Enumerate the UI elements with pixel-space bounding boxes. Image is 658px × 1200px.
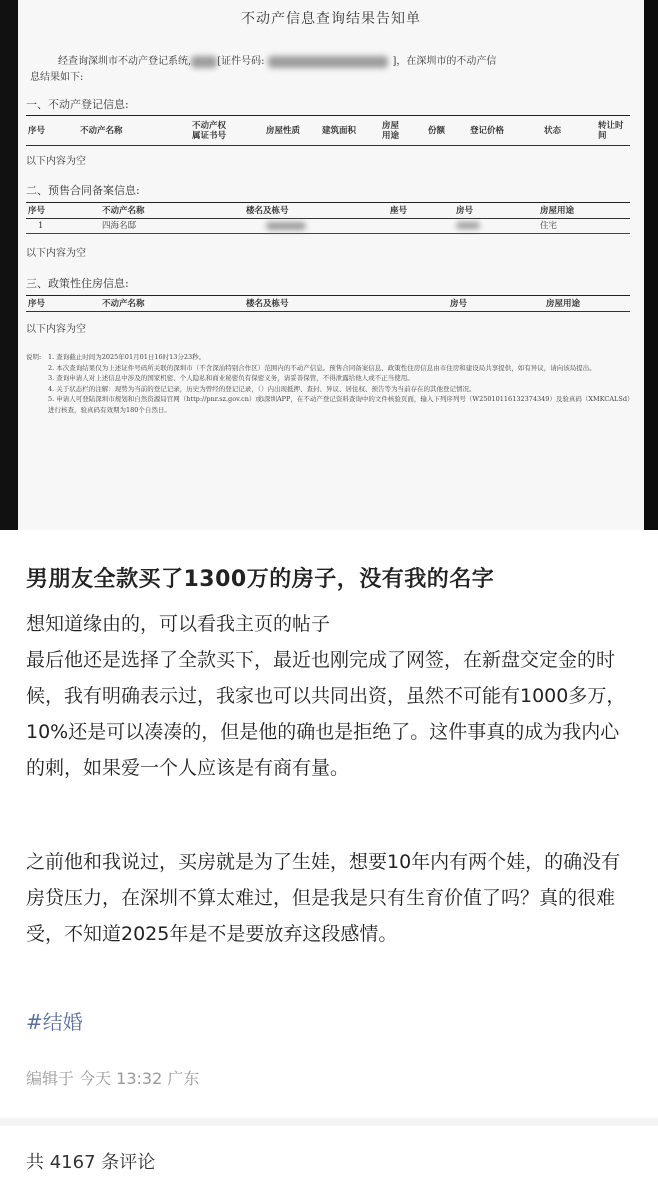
section-divider [0, 1118, 658, 1126]
col-building: 楼名及栋号 [246, 205, 289, 216]
intro-suffix: ]，在深圳市的不动产信 [392, 56, 497, 67]
row-room [454, 219, 538, 234]
col-room: 房号 [456, 205, 474, 216]
intro-prefix: 经查询深圳市不动产登记系统, [58, 56, 192, 67]
section1-title: 一、不动产登记信息: [26, 98, 129, 111]
redacted-building [266, 222, 306, 230]
section3-table [26, 295, 630, 312]
section3-empty: 以下内容为空 [26, 324, 86, 335]
col-price: 登记价格 [470, 125, 505, 136]
section1-table [26, 115, 630, 146]
comments-count: 共 4167 条评论 [26, 1152, 156, 1173]
document-paper [18, 0, 644, 530]
photo-border-left [0, 0, 18, 530]
redacted-name [191, 56, 217, 68]
document-photo[interactable] [0, 0, 658, 530]
col-block: 座号 [390, 205, 408, 216]
intro-cert-label: [证件号码: [217, 56, 265, 67]
col-name: 不动产名称 [80, 125, 123, 136]
col-usage: 房屋用途 [540, 205, 575, 216]
section2-empty: 以下内容为空 [26, 248, 86, 259]
col-usage: 房屋用途 [546, 298, 581, 309]
col-room: 房号 [450, 298, 468, 309]
col-name: 不动产名称 [102, 205, 145, 216]
col-index: 序号 [28, 125, 46, 136]
col-index: 序号 [28, 205, 46, 216]
note-item: 3. 查询申请人对上述信息中涉及的国家机密、个人隐私和商业秘密负有保密义务，请妥善保管，不得泄露给他人或不正当使用。 [48, 374, 414, 383]
section1-empty: 以下内容为空 [26, 156, 86, 167]
intro-line2: 息结果如下: [30, 72, 84, 83]
row-usage: 住宅 [540, 221, 558, 231]
row-building [244, 219, 388, 234]
hashtag-link[interactable]: #结婚 [26, 1010, 83, 1034]
note-item: 1. 查询截止时间为2025年01月01日16时13分23秒。 [48, 353, 206, 361]
post-paragraph-2: 之前他和我说过，买房就是为了生娃，想要10年内有两个娃，的确没有房贷压力，在深圳不算太难过，但是我是只有生育价值了吗？真的很难受，不知道2025年是不是要放弃这段感情。 [26, 851, 621, 945]
note-item: 2. 本次查询结果仅为上述证件号码所关联的深圳市（不含深汕特别合作区）范围内的不动产信息。预售合同备案信息、政策性住房信息由市住房和建设局共享提供，如有异议，请向该局提出。 [48, 363, 596, 372]
section2-table [26, 202, 630, 234]
redacted-room [456, 222, 480, 229]
col-status: 状态 [544, 125, 562, 136]
row-block [388, 219, 454, 234]
post-title: 男朋友全款买了1300万的房子，没有我的名字 [26, 567, 495, 592]
note-item: 5. 申请人可登陆深圳市规划和自然资源局官网（http://pnr.sz.gov.cn）或i深圳APP，在不动产登记资料查询中的文件核验页面，输入下列序列号（W25010116132374349）及验真码（XMKCALSd）进行核查，验真码有效期为180个自然日。 [48, 395, 634, 414]
col-building: 楼名及栋号 [246, 298, 289, 309]
col-share: 份额 [428, 125, 446, 136]
row-name: 四海名邸 [102, 221, 137, 231]
col-index: 序号 [28, 298, 46, 309]
document-notes [26, 352, 634, 416]
section3-title: 三、政策性住房信息: [26, 277, 129, 290]
col-property-type: 房屋性质 [266, 125, 301, 136]
row-index: 1 [38, 221, 44, 231]
col-cert: 不动产权属证书号 [192, 120, 227, 141]
note-item: 4. 关于状态栏的注解：现势为当前的登记记录，历史为曾经的登记记录，（）内出现抵押、查封、异议、居住权、预告等为当前存在的其他登记情况。 [48, 384, 476, 393]
post-paragraph-1: 想知道缘由的，可以看我主页的帖子 最后他还是选择了全款买下，最近也刚完成了网签，在新盘交定金的时候，我有明确表示过，我家也可以共同出资，虽然不可能有1000多万，10%还是可以凑凑的，但是他的确也是拒绝了。这件事真的成为我内心的刺，如果爱一个人应该是有商有量。 [26, 613, 626, 779]
redacted-id [268, 56, 388, 68]
col-usage: 房屋用途 [382, 120, 400, 141]
document-title: 不动产信息查询结果告知单 [241, 11, 421, 27]
col-area: 建筑面积 [322, 125, 357, 136]
col-name: 不动产名称 [102, 298, 145, 309]
notes-label: 说明: [26, 353, 42, 361]
table-row [26, 219, 630, 234]
col-transfer-time: 转让时间 [598, 120, 624, 141]
photo-border-right [644, 0, 658, 530]
edited-meta: 编辑于 今天 13:32 广东 [26, 1069, 200, 1088]
document-intro [30, 54, 630, 86]
section2-title: 二、预售合同备案信息: [26, 184, 140, 197]
